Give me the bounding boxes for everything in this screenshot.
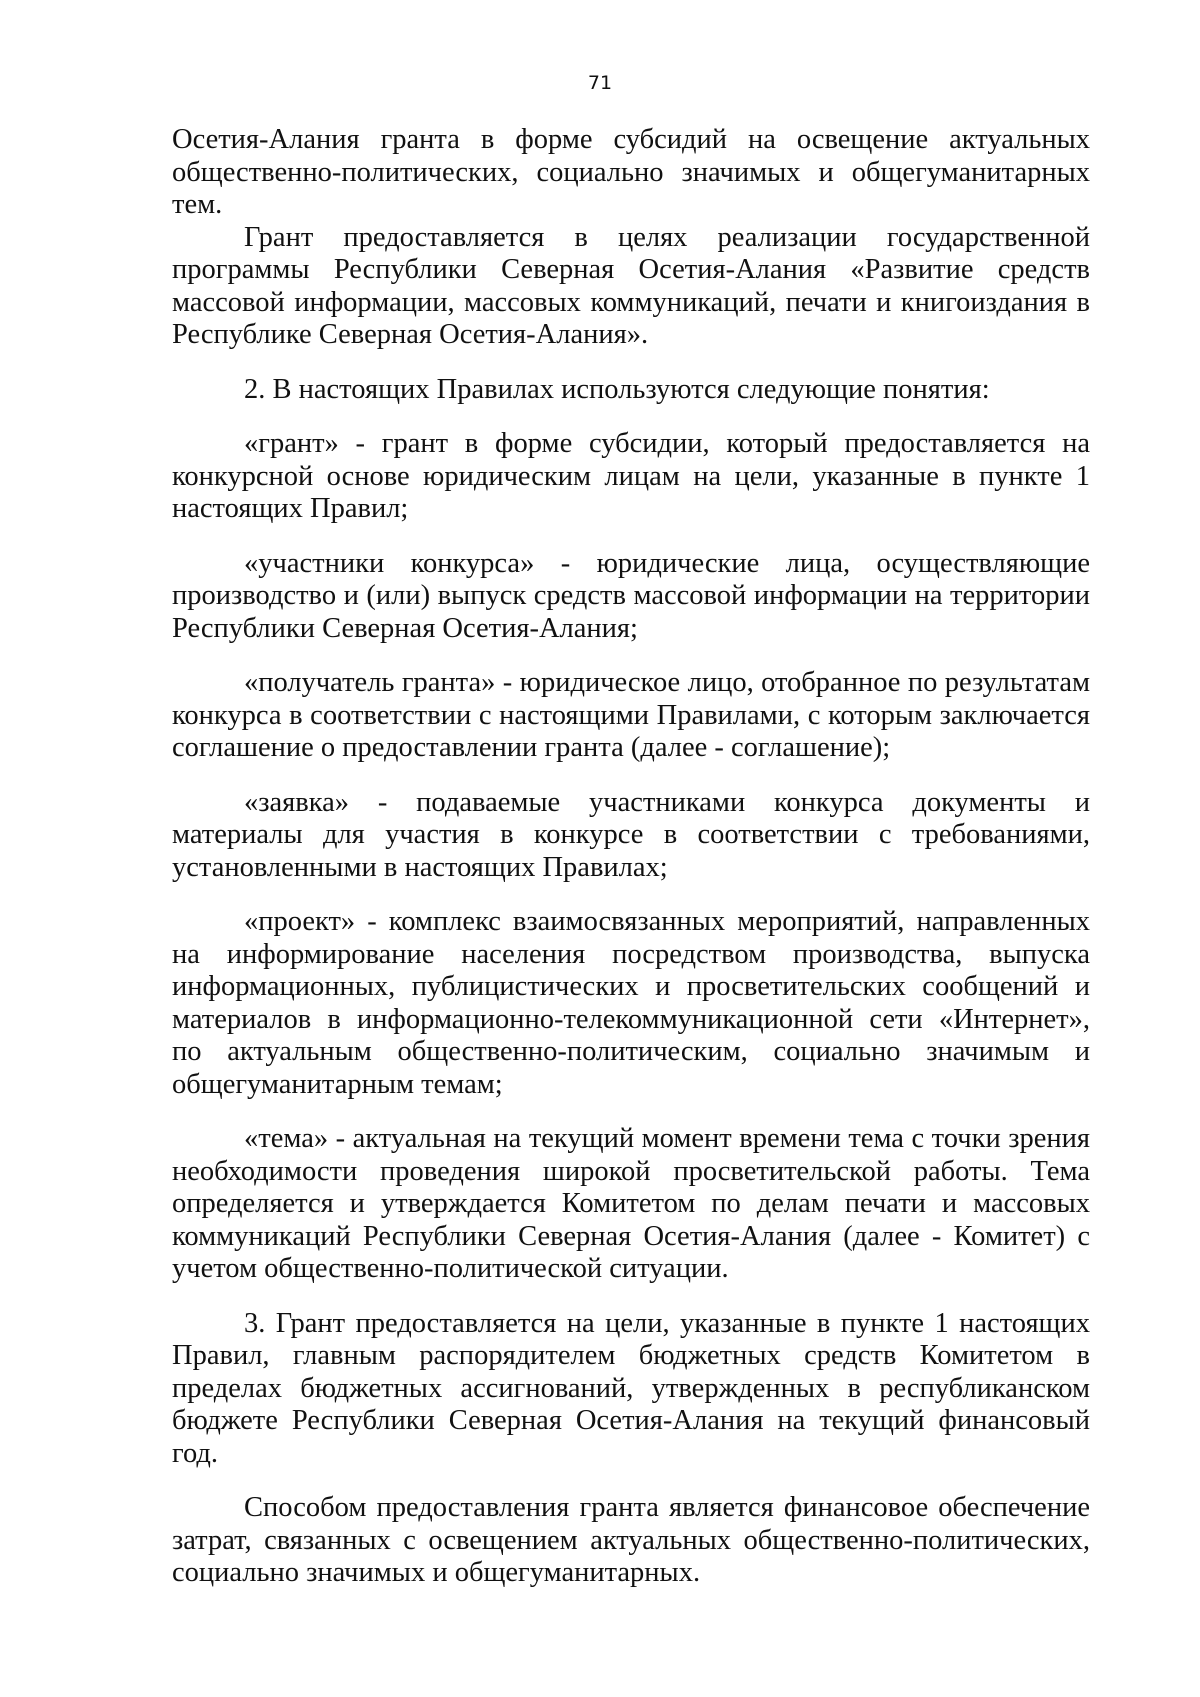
paragraph-grant-method: Способом предоставления гранта является финансовое обеспечение затрат, связанных с освещением актуальных общественно-политических, социально значимых и общегуманитарных.: [172, 1492, 1090, 1588]
paragraph-section-2: 2. В настоящих Правилах используются следующие понятия:: [244, 373, 990, 405]
definition-project: «проект» - комплекс взаимосвязанных мероприятий, направленных на информирование населения посредством производства, выпуска информационных, публицистических и просветительских сообщений и материалов в информационно-телекоммуникационной сети «Интернет», по актуальным общественно-политическим, социально значимым и общегуманитарным темам;: [172, 906, 1090, 1100]
definition-participants: «участники конкурса» - юридические лица, осуществляющие производство и (или) выпуск средств массовой информации на территории Республики Северная Осетия-Алания;: [172, 547, 1090, 644]
paragraph-grant-purpose: Грант предоставляется в целях реализации государственной программы Республики Северная Осетия-Алания «Развитие средств массовой информации, массовых коммуникаций, печати и книгоиздания в Республике Северная Осетия-Алания».: [172, 221, 1090, 350]
definition-recipient: «получатель гранта» - юридическое лицо, отобранное по результатам конкурса в соответствии с настоящими Правилами, с которым заключается соглашение о предоставлении гранта (далее - соглашение);: [172, 667, 1090, 763]
definition-grant: «грант» - грант в форме субсидии, который предоставляется на конкурсной основе юридическим лицам на цели, указанные в пункте 1 настоящих Правил;: [172, 428, 1090, 524]
paragraph-continuation: Осетия-Алания гранта в форме субсидий на освещение актуальных общественно-политических, социально значимых и общегуманитарных тем.: [172, 124, 1090, 220]
page-number: 71: [587, 72, 613, 94]
definition-topic: «тема» - актуальная на текущий момент времени тема с точки зрения необходимости проведения широкой просветительской работы. Тема определяется и утверждается Комитетом по делам печати и массовых коммуникаций Республики Северная Осетия-Алания (далее - Комитет) с учетом общественно-политической ситуации.: [172, 1123, 1090, 1284]
definition-application: «заявка» - подаваемые участниками конкурса документы и материалы для участия в конкурсе в соответствии с требованиями, установленными в настоящих Правилах;: [172, 786, 1090, 883]
document-body: [172, 124, 1090, 1590]
paragraph-section-3: 3. Грант предоставляется на цели, указанные в пункте 1 настоящих Правил, главным распорядителем бюджетных средств Комитетом в пределах бюджетных ассигнований, утвержденных в республиканском бюджете Республики Северная Осетия-Алания на текущий финансовый год.: [172, 1307, 1090, 1469]
